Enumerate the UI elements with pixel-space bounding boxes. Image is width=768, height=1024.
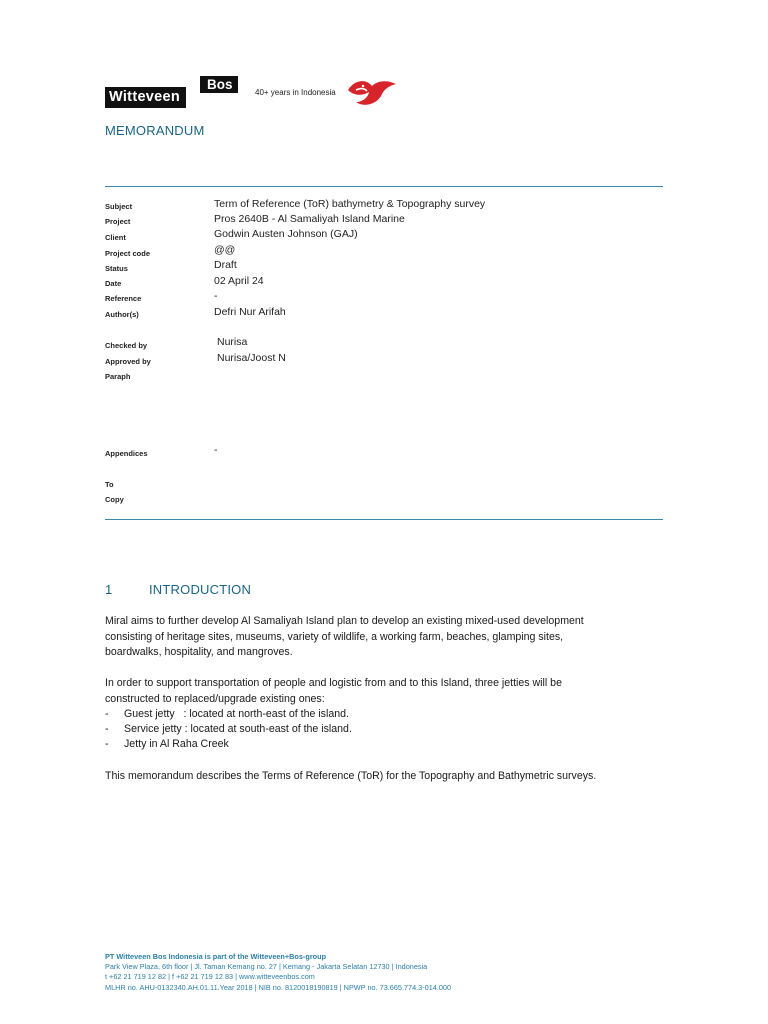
copy-label: Copy [105,495,124,504]
status-value: Draft [214,259,237,271]
checked-by-value: Nurisa [217,336,248,348]
footer [105,952,451,993]
footer-company-line: PT Witteveen Bos Indonesia is part of the Witteveen+Bos-group [105,952,327,961]
project-code-value: @@ [214,244,236,256]
bullet-text: Service jetty : located at south-east of the island. [124,723,352,735]
tagline: 40+ years in Indonesia [255,88,336,97]
checked-by-label: Checked by [105,341,148,350]
paragraph-line: consisting of heritage sites, museums, variety of wildlife, a working farm, beaches, glamping sites, [105,630,564,643]
anniversary-bird-icon [342,76,398,110]
divider-bottom [105,519,663,520]
project-value: Pros 2640B - Al Samaliyah Island Marine [214,213,405,225]
client-label: Client [105,233,126,242]
paragraph-2 [105,676,665,707]
footer-address-line: Park View Plaza, 6th floor | Jl. Taman Kemang no. 27 | Kemang - Jakarta Selatan 12730 | Indonesia [105,962,428,972]
memo-title: MEMORANDUM [105,123,205,138]
authors-label: Author(s) [105,310,139,319]
section-number: 1 [105,582,113,597]
bullet-dash: - [105,738,109,750]
bullet-text: Guest jetty : located at north-east of the island. [124,708,349,720]
paragraph-line: In order to support transportation of people and logistic from and to this Island, three jetties will be [105,677,562,689]
paragraph-line: Miral aims to further develop Al Samaliyah Island plan to develop an existing mixed-used development [105,615,584,627]
paraph-label: Paraph [105,372,131,381]
status-label: Status [105,264,128,273]
divider-top [105,186,663,187]
paragraph-line: constructed to replaced/upgrade existing ones: [105,692,325,705]
to-label: To [105,480,114,489]
reference-label: Reference [105,294,142,303]
list-item [105,722,352,738]
reference-value: - [214,290,218,302]
subject-value: Term of Reference (ToR) bathymetry & Topography survey [214,198,486,210]
date-label: Date [105,279,122,288]
project-label: Project [105,217,131,226]
paragraph-3: This memorandum describes the Terms of Reference (ToR) for the Topography and Bathymetric surveys. [105,770,597,782]
logo-main-text: Witteveen [105,87,186,108]
footer-registration-line: MLHR no. AHU-0132340.AH.01.11.Year 2018 | NIB no. 8120018190819 | NPWP no. 73.665.774.3-014.000 [105,982,452,992]
authors-value: Defri Nur Arifah [214,306,286,318]
section-title: INTRODUCTION [149,582,252,597]
list-item [105,707,349,723]
project-code-label: Project code [105,249,151,258]
bullet-dash: - [105,723,109,735]
appendices-value: - [214,444,218,456]
subject-label: Subject [105,202,133,211]
list-item [105,737,229,753]
logo-sub-text: Bos [198,76,238,95]
bullet-text: Jetty in Al Raha Creek [124,738,229,750]
approved-by-value: Nurisa/Joost N [217,352,286,364]
footer-contact-line: t +62 21 719 12 82 | f +62 21 719 12 83 | www.witteveenbos.com [105,972,315,982]
bullet-dash: - [105,708,109,720]
client-value: Godwin Austen Johnson (GAJ) [214,228,358,240]
approved-by-label: Approved by [105,357,151,366]
paragraph-1 [105,614,665,661]
date-value: 02 April 24 [214,275,264,287]
company-logo [105,78,245,108]
paragraph-line: boardwalks, hospitality, and mangroves. [105,646,293,658]
appendices-label: Appendices [105,449,148,458]
